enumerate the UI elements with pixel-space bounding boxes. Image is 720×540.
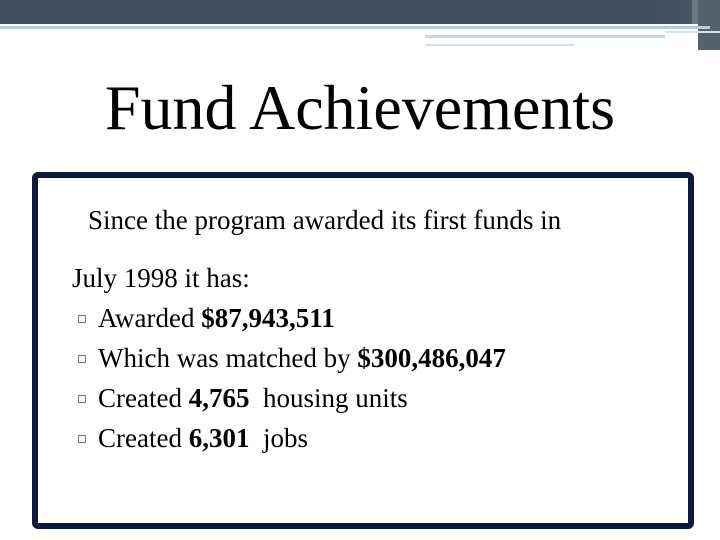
list-item-value: $300,486,047 [357,343,506,373]
header-accent-line [0,26,710,29]
header-accent-line-short [425,35,665,38]
list-item-suffix: housing units [249,383,408,413]
intro-text-line-1: Since the program awarded its first funds in [88,205,562,235]
list-item [72,298,678,338]
square-bullet-icon [78,435,86,443]
content-body [72,200,678,458]
list-item-prefix: Created [98,383,189,413]
list-item [72,338,678,378]
list-item-value: 4,765 [188,383,250,413]
header-corner-block [698,0,720,50]
slide-title: Fund Achievements [104,72,616,143]
header-accent-line-shorter [425,44,575,46]
list-item-value: 6,301 [188,423,250,453]
achievement-list [72,298,678,458]
header-corner-accent [692,0,698,24]
square-bullet-icon [78,355,86,363]
intro-text-line-2: July 1998 it has: [72,263,250,293]
list-item-value: $87,943,511 [201,303,335,333]
square-bullet-icon [78,315,86,323]
list-item [72,378,678,418]
list-item-suffix: jobs [249,423,308,453]
list-item-prefix: Which was matched by [98,343,358,373]
header-band-shade [0,0,720,24]
square-bullet-icon [78,395,86,403]
content-box [32,172,694,529]
list-item-prefix: Created [98,423,189,453]
list-item-prefix: Awarded [98,303,202,333]
header-accent-line-right [665,31,720,33]
list-item [72,418,678,458]
